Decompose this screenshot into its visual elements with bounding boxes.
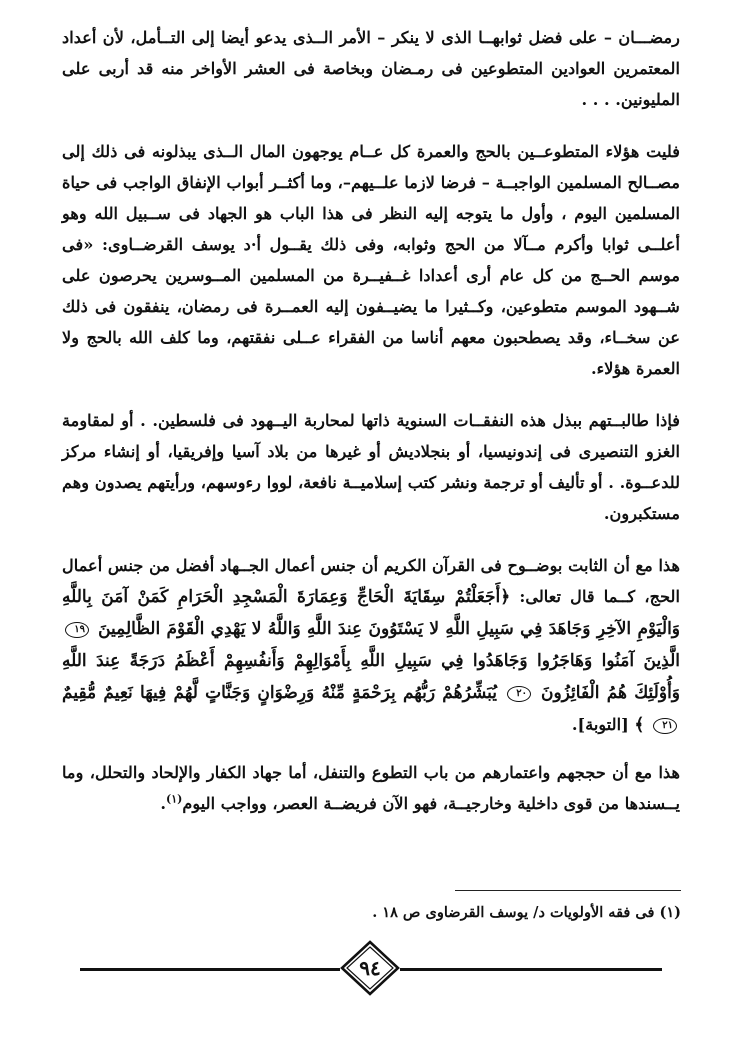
footnote-separator [455, 890, 681, 891]
ayah-20-text: الَّذِينَ آمَنُوا وَهَاجَرُوا وَجَاهَدُوا فِي سَبِيلِ اللَّهِ بِأَمْوَالِهِمْ وَأَنفُسِهِمْ أَعْظَمُ دَرَجَةً عِندَ اللَّهِ وَأُوْلَئِكَ هُمُ الْفَائِزُونَ [62, 651, 681, 703]
bottom-rule-right [400, 968, 662, 971]
ayah-19-text: أَجَعَلْتُمْ سِقَايَةَ الْحَاجِّ وَعِمَارَةَ الْمَسْجِدِ الْحَرَامِ كَمَنْ آمَنَ بِاللَّهِ وَالْيَوْمِ الآخِرِ وَجَاهَدَ فِي سَبِيلِ اللَّهِ لا يَسْتَوُونَ عِندَ اللَّهِ وَاللَّهُ لا يَهْدِي الْقَوْمَ الظَّالِمِينَ [62, 587, 681, 639]
footnote-reference[interactable]: (١) [166, 792, 183, 806]
ayah-21-text: يُبَشِّرُهُمْ رَبُّهُم بِرَحْمَةٍ مِّنْهُ وَرِضْوَانٍ وَجَنَّاتٍ لَّهُمْ فِيهَا نَعِيمٌ مُّقِيمٌ [62, 683, 497, 703]
footnote-text: (١) فى فقه الأولويات د/ يوسف القرضاوى ص ١٨ . [372, 904, 681, 921]
quran-intro: هذا مع أن الثابت بوضــوح فى القرآن الكريم أن جنس أعمال الجــهاد أفضل من جنس أعمال الحج، كــما قال تعالى: [62, 556, 680, 606]
quran-open-bracket: ﴿ [500, 587, 511, 607]
paragraph-2: فليت هؤلاء المتطوعــين بالحج والعمرة كل عــام يوجهون المال الــذى يبذلونه فى ذلك إلى مصــالح المسلمين الواجبــة – فرضا لازما علــيهم–، وما أكثــر أبواب الإنفاق الواجب فى حياة المسلمين اليوم ، وأول ما يتوجه إليه النظر فى هذا الباب هو الجهاد فى ســبيل الله وهو أعلــى ثوابا وأكرم مــآلا من الحج وثوابه، وفى ذلك يقــول أ·د يوسف القرضــاوى: «فى موسم الحــج من كل عام أرى أعدادا غــفيــرة من المسلمين المــوسرين يحرصون على شــهود الموسم متطوعين، وكــثيرا ما يضيــفون إليه العمــرة فى رمضان، ينفقون فى ذلك عن سخــاء، وقد يصطحبون معهم أناسا من الفقراء عــلى نفقتهم، وما كلف الله بالحج ولا العمرة هؤلاء. [62, 142, 680, 378]
paragraph-5-text: هذا مع أن حججهم واعتمارهم من باب التطوع والتنفل، أما جهاد الكفار والإلحاد والتحلل، وما يــسندها من قوى داخلية وخارجيــة، فهو الآن فريضــة العصر، وواجب اليوم [62, 763, 680, 813]
page-number: ٩٤ [359, 956, 381, 980]
bottom-rule-left [80, 968, 340, 971]
surah-reference: [التوبة]. [571, 715, 629, 734]
paragraph-5-end: . [160, 794, 167, 813]
ayah-19-number: ١٩ [65, 622, 89, 638]
ayah-20-number: ٢٠ [507, 686, 531, 702]
main-text [62, 22, 680, 819]
paragraph-5 [62, 757, 680, 819]
paragraph-1: رمضـــان – على فضل ثوابهــا الذى لا ينكر – الأمر الــذى يدعو أيضا إلى التــأمل، لأن أعداد المعتمرين العوادين المتطوعين فى رمـضان وبخاصة فى العشر الأواخر منه قد أربى على المليونين. . . . [62, 28, 680, 109]
quran-paragraph [62, 550, 680, 741]
paragraph-3: فإذا طالبــتهم ببذل هذه النفقــات السنوية ذاتها لمحاربة اليــهود فى فلسطين. . أو لمقاومة الغزو التنصيرى فى إندونيسيا، أو بنجلاديش أو غيرها من بلاد آسيا وإفريقيا، أو إنشاء مركز للدعــوة. . أو تأليف أو ترجمة ونشر كتب إسلاميــة نافعة، لووا رءوسهم، ورأيتهم يصدون وهم مستكبرون. [62, 411, 680, 523]
ayah-21-number: ٢١ [653, 718, 677, 734]
quran-close-bracket: ﴾ [634, 715, 645, 735]
